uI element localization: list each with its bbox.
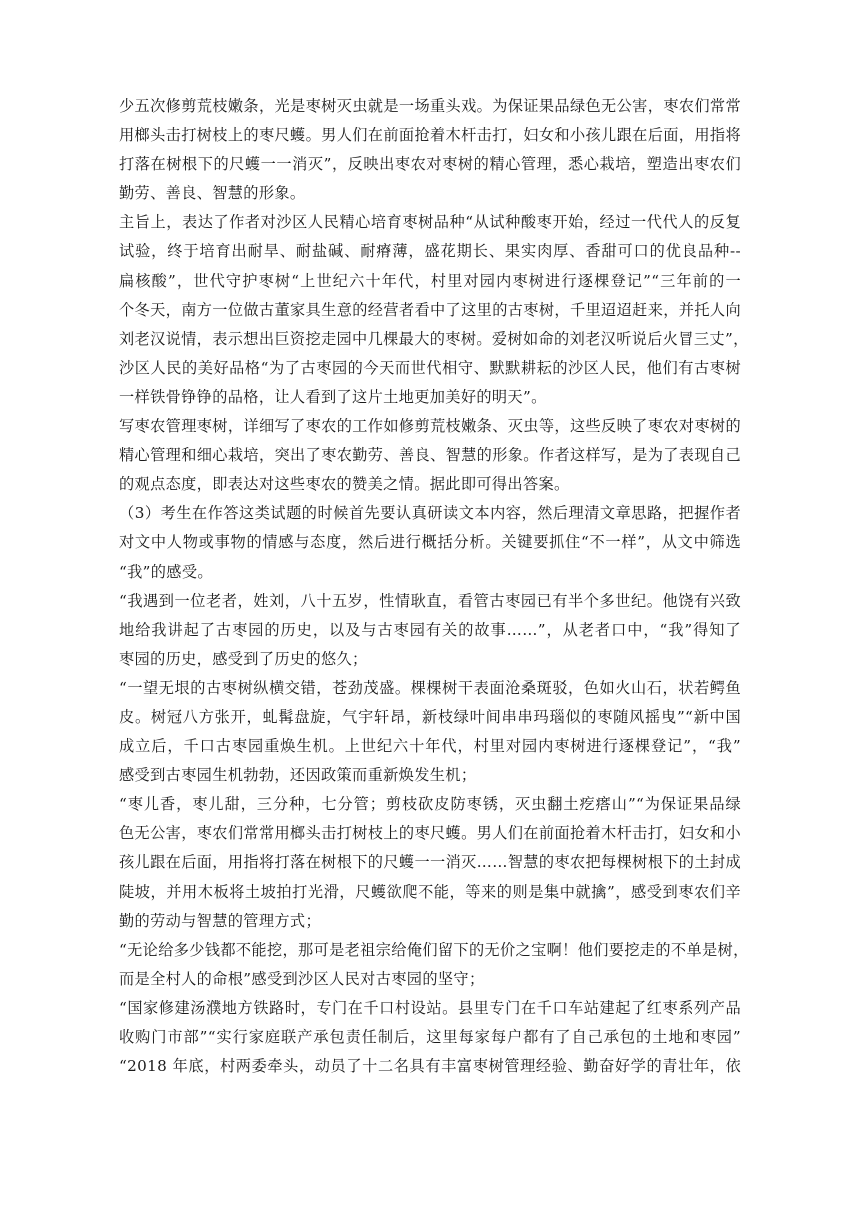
text-line: 色无公害，枣农们常常用榔头击打树枝上的枣尺蠖。男人们在前面抢着木杆击打，妇女和小 (119, 824, 741, 843)
text-line: 一样铁骨铮铮的品格，让人看到了这片土地更加美好的明天”。 (119, 387, 547, 406)
text-line: （3）考生在作答这类试题的时候首先要认真研读文本内容，然后理清文章思路，把握作者 (119, 504, 741, 523)
document-page (119, 92, 749, 1081)
text-line: 个冬天，南方一位做古董家具生意的经营者看中了这里的古枣树，千里迢迢赶来，并托人向 (119, 300, 741, 319)
text-line: 扁核酸”，世代守护枣树“上世纪六十年代，村里对园内枣树进行逐棵登记”“三年前的一 (119, 271, 741, 290)
text-line: 感受到古枣园生机勃勃，还因政策而重新焕发生机； (119, 766, 477, 785)
text-line: 试验，终于培育出耐旱、耐盐碱、耐瘠薄，盛花期长、果实肉厚、香甜可口的优良品种-- (119, 242, 741, 261)
text-line: 勤劳、善良、智慧的形象。 (119, 184, 306, 203)
text-line: 枣园的历史，感受到了历史的悠久； (119, 649, 368, 668)
text-line: 而是全村人的命根”感受到沙区人民对古枣园的坚守； (119, 969, 485, 988)
text-line: “我遇到一位老者，姓刘，八十五岁，性情耿直，看管古枣园已有半个多世纪。他饶有兴致 (119, 591, 741, 610)
text-line: “国家修建汤濮地方铁路时，专门在千口村设站。县里专门在千口车站建起了红枣系列产品 (119, 998, 741, 1017)
text-line: 陡坡，并用木板将土坡拍打光滑，尺蠖欲爬不能，等来的则是集中就擒”，感受到枣农们辛 (119, 882, 741, 901)
text-line: “无论给多少钱都不能挖，那可是老祖宗给俺们留下的无价之宝啊！他们要挖走的不单是树， (119, 940, 749, 959)
text-line: 写枣农管理枣树，详细写了枣农的工作如修剪荒枝嫩条、灭虫等，这些反映了枣农对枣树的 (119, 417, 741, 436)
text-line: “枣儿香，枣儿甜，三分种，七分管；剪枝砍皮防枣锈，灭虫翻土疙瘩山”“为保证果品绿 (119, 795, 741, 814)
text-line: “一望无垠的古枣树纵横交错，苍劲茂盛。棵棵树干表面沧桑斑驳，色如火山石，状若鳄鱼 (119, 678, 741, 697)
text-line: 对文中人物或事物的情感与态度，然后进行概括分析。关键要抓住“不一样”，从文中筛选 (119, 533, 741, 552)
text-line: “2018 年底，村两委牵头，动员了十二名具有丰富枣树管理经验、勤奋好学的青壮年，依 (119, 1057, 741, 1076)
text-line: 的观点态度，即表达对这些枣农的赞美之情。据此即可得出答案。 (119, 475, 570, 494)
text-line: 用榔头击打树枝上的枣尺蠖。男人们在前面抢着木杆击打，妇女和小孩儿跟在后面，用指将 (119, 126, 741, 145)
text-line: 皮。树冠八方张开，虬髯盘旋，气宇轩昂，新枝绿叶间串串玛瑙似的枣随风摇曳”“新中国 (119, 707, 741, 726)
text-line: 收购门市部”“实行家庭联产承包责任制后，这里每家每户都有了自己承包的土地和枣园” (119, 1028, 741, 1046)
text-line: 主旨上，表达了作者对沙区人民精心培育枣树品种“从试种酸枣开始，经过一代代人的反复 (119, 213, 741, 232)
text-line: 沙区人民的美好品格“为了古枣园的今天而世代相守、默默耕耘的沙区人民，他们有古枣树 (119, 358, 741, 377)
text-line: 成立后，千口古枣园重焕生机。上世纪六十年代，村里对园内枣树进行逐棵登记”，“我” (119, 737, 741, 756)
text-line: “我”的感受。 (119, 562, 213, 581)
text-line: 地给我讲起了古枣园的历史，以及与古枣园有关的故事……”，从老者口中，“我”得知了 (119, 620, 741, 639)
text-line: 刘老汉说情，表示想出巨资挖走园中几棵最大的枣树。爱树如命的刘老汉听说后火冒三丈”， (119, 329, 749, 348)
text-line: 孩儿跟在后面，用指将打落在树根下的尺蠖一一消灭……智慧的枣农把每棵树根下的土封成 (119, 853, 741, 872)
text-line: 勤的劳动与智慧的管理方式； (119, 911, 321, 930)
text-line: 少五次修剪荒枝嫩条，光是枣树灭虫就是一场重头戏。为保证果品绿色无公害，枣农们常常 (119, 97, 741, 115)
text-line: 打落在树根下的尺蠖一一消灭”，反映出枣农对枣树的精心管理，悉心栽培，塑造出枣农们 (119, 155, 741, 174)
text-line: 精心管理和细心栽培，突出了枣农勤劳、善良、智慧的形象。作者这样写，是为了表现自己 (119, 446, 741, 465)
